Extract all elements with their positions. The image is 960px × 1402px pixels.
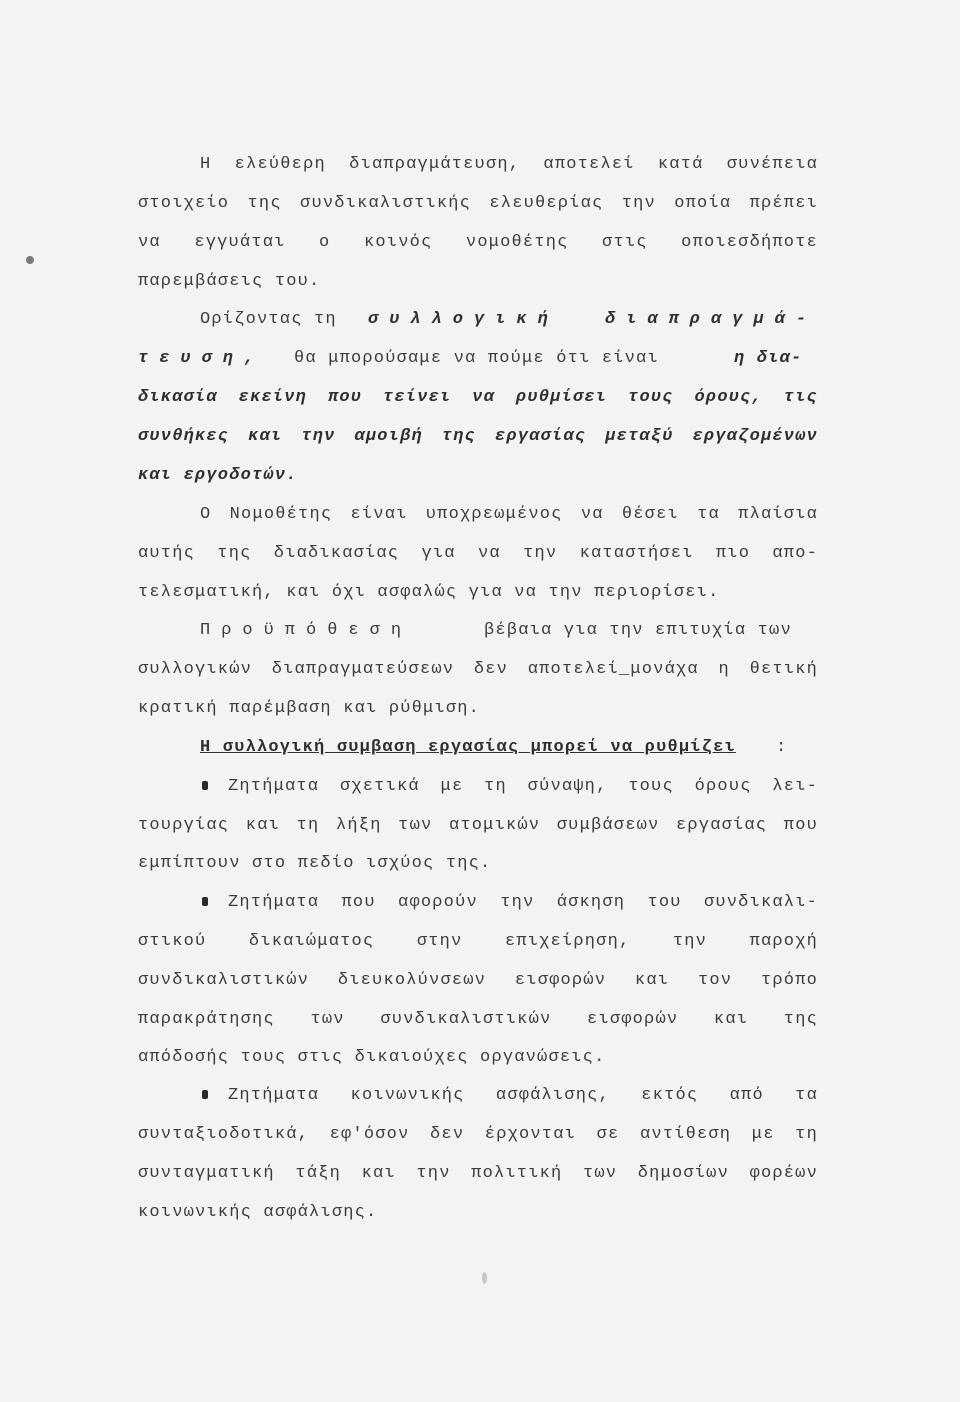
spaced-term-ending: τευση,: [138, 349, 266, 368]
paragraph-3-line-1: Ο Νομοθέτης είναι υποχρεωμένος να θέσει τα πλαίσια: [200, 505, 818, 524]
paragraph-2-line-2: [138, 349, 818, 368]
text-run: θα μπορούσαμε να πούμε ότι είναι: [294, 349, 659, 368]
text-run: βέβαια για την επιτυχία των: [484, 621, 792, 640]
bullet-1-icon: [202, 781, 208, 790]
heading-colon: :: [776, 738, 788, 757]
paragraph-4-line-1: [200, 621, 818, 640]
paragraph-3-line-3: τελεσματική, και όχι ασφαλώς για να την περιορίσει.: [138, 583, 720, 602]
bullet-2-icon: [202, 897, 208, 906]
bullet-2-line-4: παρακράτησης των συνδικαλιστικών εισφορών και της: [138, 1010, 818, 1029]
paragraph-2-line-1: [200, 310, 818, 329]
heading-text: Η συλλογική συμβαση εργασίας μπορεί να ρυθμίζει: [200, 738, 736, 757]
paragraph-2-line-4: συνθήκες και την αμοιβή της εργασίας μεταξύ εργαζομένων: [138, 427, 818, 446]
section-heading: [200, 738, 818, 757]
bullet-1-line-2: τουργίας και τη λήξη των ατομικών συμβάσεων εργασίας που: [138, 816, 818, 835]
paragraph-2-line-3: δικασία εκείνη που τείνει να ρυθμίσει τους όρους, τις: [138, 388, 818, 407]
bullet-2-line-5: απόδοσής τους στις δικαιούχες οργανώσεις.: [138, 1048, 606, 1067]
text-run: Ορίζοντας τη: [200, 310, 337, 329]
bullet-2-line-3: συνδικαλιστικών διευκολύνσεων εισφορών και τον τρόπο: [138, 971, 818, 990]
paragraph-4-line-2: συλλογικών διαπραγματεύσεων δεν αποτελεί_μονάχα η θετική: [138, 660, 818, 679]
bullet-2-line-1: Ζητήματα που αφορούν την άσκηση του συνδικαλι-: [228, 893, 818, 912]
italic-run: η δια-: [734, 349, 803, 368]
paragraph-1-line-1: Η ελεύθερη διαπραγμάτευση, αποτελεί κατά συνέπεια: [200, 155, 818, 174]
bullet-3-icon: [202, 1090, 208, 1099]
paragraph-1-line-2: στοιχείο της συνδικαλιστικής ελευθερίας την οποία πρέπει: [138, 194, 818, 213]
bullet-3-line-1: Ζητήματα κοινωνικής ασφάλισης, εκτός από τα: [228, 1086, 818, 1105]
paragraph-1-line-3: να εγγυάται ο κοινός νομοθέτης στις οποιεσδήποτε: [138, 233, 818, 252]
spaced-term-prerequisite: Προϋπόθεση: [200, 621, 413, 640]
spaced-term-negotiation: διαπραγμά-: [605, 310, 818, 329]
paragraph-4-line-3: κρατική παρέμβαση και ρύθμιση.: [138, 699, 481, 718]
paragraph-3-line-2: αυτής της διαδικασίας για να την καταστήσει πιο απο-: [138, 544, 818, 563]
paragraph-1-line-4: παρεμβάσεις του.: [138, 272, 321, 291]
bullet-1-line-3: εμπίπτουν στο πεδίο ισχύος της.: [138, 854, 492, 873]
bullet-3-line-3: συνταγματική τάξη και την πολιτική των δημοσίων φορέων: [138, 1164, 818, 1183]
bullet-3-line-2: συνταξιοδοτικά, εφ'όσον δεν έρχονται σε αντίθεση με τη: [138, 1125, 818, 1144]
bullet-1-line-1: Ζητήματα σχετικά με τη σύναψη, τους όρους λει-: [228, 777, 818, 796]
bullet-3-line-4: κοινωνικής ασφάλισης.: [138, 1203, 378, 1222]
spaced-term-collective: συλλογική: [368, 310, 559, 329]
paragraph-2-line-5: και εργοδοτών.: [138, 466, 298, 485]
scan-speck: [26, 256, 34, 264]
bullet-2-line-2: στικού δικαιώματος στην επιχείρηση, την παροχή: [138, 932, 818, 951]
scan-speck: [482, 1272, 487, 1284]
